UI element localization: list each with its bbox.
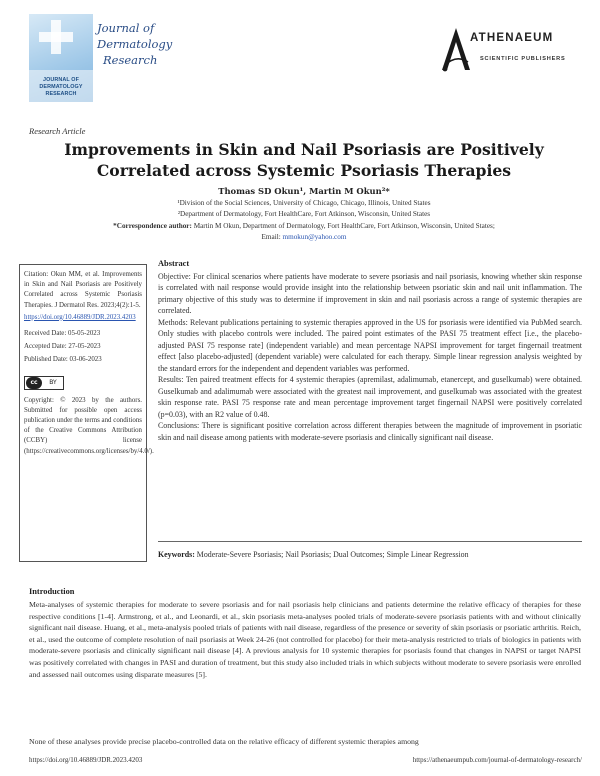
introduction-paragraph-2: None of these analyses provide precise placebo-controlled data on the relative efficacy of different systemic therapies among: [29, 737, 419, 746]
abstract-methods: Methods: Relevant publications pertaining to systemic therapies approved in the US for psoriasis were identified via PubMed search. Only studies with placebo controls were included. The paired point estimates of the PASI 75 treatment effect [i.e., the placebo-adjusted PASI 75 response rate] (independent variable) and mean percentage NAPSI improvement for target fingernail treatment effect [also placebo-adjusted] (dependent variable) were calculated for each therapy. Simple linear regression analysis weighted by the standard errors for the independent and dependent variables was performed.: [158, 317, 582, 373]
cc-by-license-badge[interactable]: [24, 376, 64, 390]
correspondence-label: *Correspondence author:: [113, 222, 192, 230]
abstract-heading: Abstract: [158, 259, 190, 268]
accepted-date: Accepted Date: 27-05-2023: [24, 343, 101, 351]
article-authors: Thomas SD Okun¹, Martin M Okun²*: [218, 186, 390, 196]
email-label: Email:: [261, 233, 283, 241]
keywords: [158, 550, 582, 559]
abstract-conclusions: Conclusions: There is significant positive correlation across different therapies between the magnitude of improvement in psoriatic skin and nail disease among patients with moderate-severe psoriasis and clinically significant nail disease.: [158, 421, 582, 442]
received-date: Received Date: 05-05-2023: [24, 330, 101, 338]
journal-name-line-1: Journal of: [97, 21, 155, 35]
introduction-paragraph-1: Meta-analyses of systemic therapies for moderate to severe psoriasis and for nail psoriasis help clinicians and patients determine the relative efficacy of therapies for these respective conditions [1-4]. Armstrong, et al., and Leonardi, et al., skin psoriasis meta-analyses pooled trials of moderate-severe psoriasis patients with and without clinically significant nail disease. Huang, et al., meta-analysis pooled trials of patients with nail disease, regardless of the presence or severity of skin psoriasis or psoriatic arthritis. Reich, et al., used the outcome of complete resolution of nail psoriasis at Week 24-26 (not controlled for placebo) for their meta-analysis restricted to trials of biologics in patients with moderate-severe psoriasis and clinically significant nail disease [4]. A previous analysis for 10 systemic therapies for psoriasis found that changes in NAPSI or target NAPSI was positively correlated with changes in PASI and duration of treatment, but this study also included trials in which subjects without moderate to severe psoriasis were enrolled and assessed nail outcomes using disparate measures [5].: [29, 600, 581, 679]
article-type: Research Article: [29, 126, 86, 136]
publisher-name: ATHENAEUM: [470, 32, 554, 44]
keywords-text: Moderate-Severe Psoriasis; Nail Psoriasis; Dual Outcomes; Simple Linear Regression: [194, 550, 469, 559]
email-link[interactable]: mmokun@yahoo.com: [282, 233, 347, 241]
journal-name: [97, 20, 177, 68]
keywords-label: Keywords:: [158, 550, 195, 559]
journal-logo-tile: [29, 14, 93, 102]
citation-text: Citation: Okun MM, et al. Improvements in Skin and Nail Psoriasis are Positively Correlated across Systemic Psoriasis Therapies. J Dermatol Res. 2023;4(2):1-5.: [24, 271, 142, 309]
sidebar-doi-link[interactable]: https://doi.org/10.46889/JDR.2023.4203: [24, 313, 136, 321]
publisher-subtitle: SCIENTIFIC PUBLISHERS: [480, 56, 566, 62]
by-icon: BY: [49, 378, 57, 386]
cc-icon: cc: [26, 377, 42, 389]
publisher-logo: [436, 26, 586, 76]
footer-doi-link[interactable]: https://doi.org/10.46889/JDR.2023.4203: [29, 756, 143, 764]
introduction-heading: Introduction: [29, 587, 75, 596]
journal-name-line-3: Research: [103, 53, 158, 67]
published-date: Published Date: 03-06-2023: [24, 356, 102, 364]
affiliation-2: ²Department of Dermatology, Fort HealthCare, Fort Atkinson, Wisconsin, United States: [177, 210, 431, 218]
journal-logo-text: JOURNAL OF DERMATOLOGY RESEARCH: [39, 77, 83, 97]
abstract-results: Results: Ten paired treatment effects for 4 systemic therapies (apremilast, adalimumab, etanercept, and guselkumab) were obtained. Guselkumab and adalimumab were associated with the greatest nail improvement, and guselkumab was associated with the greatest skin response rate. PASI 75 response rate and mean percentage improvement target fingernail NAPSI were positively correlated (p=0.03), with an R2 value of 0.48.: [158, 375, 582, 419]
correspondence-text: Martin M Okun, Department of Dermatology, Fort HealthCare, Fort Atkinson, Wisconsin, United States;: [191, 222, 495, 230]
correspondence: [29, 221, 579, 243]
abstract-objective: Objective: For clinical scenarios where patients have moderate to severe psoriasis and nail psoriasis, knowing whether skin response is correlated with nail response would provide insight into the relationship between psoriatic skin and nail unit inflammation. The primary objective of this study was to determine if improvement in skin and nail psoriasis across a range of systemic therapies are correlated.: [158, 271, 582, 315]
footer-journal-link[interactable]: https://athenaeumpub.com/journal-of-dermatology-research/: [412, 756, 582, 764]
copyright-text: Copyright: © 2023 by the authors. Submitted for possible open access publication under the terms and conditions of the Creative Commons Attribution (CCBY) license (https://creativecommons.org/licenses/by/4.0/).: [24, 396, 154, 455]
affiliation-1: ¹Division of the Social Sciences, University of Chicago, Chicago, Illinois, United States: [177, 199, 431, 207]
abstract-divider: [158, 541, 582, 542]
abstract: [158, 258, 582, 443]
journal-name-line-2: Dermatology: [97, 37, 173, 51]
article-title: Improvements in Skin and Nail Psoriasis are Positively Correlated across Systemic Psoriasis Therapies: [64, 140, 544, 180]
citation-sidebar: [19, 264, 154, 562]
journal-logo: [29, 14, 173, 102]
